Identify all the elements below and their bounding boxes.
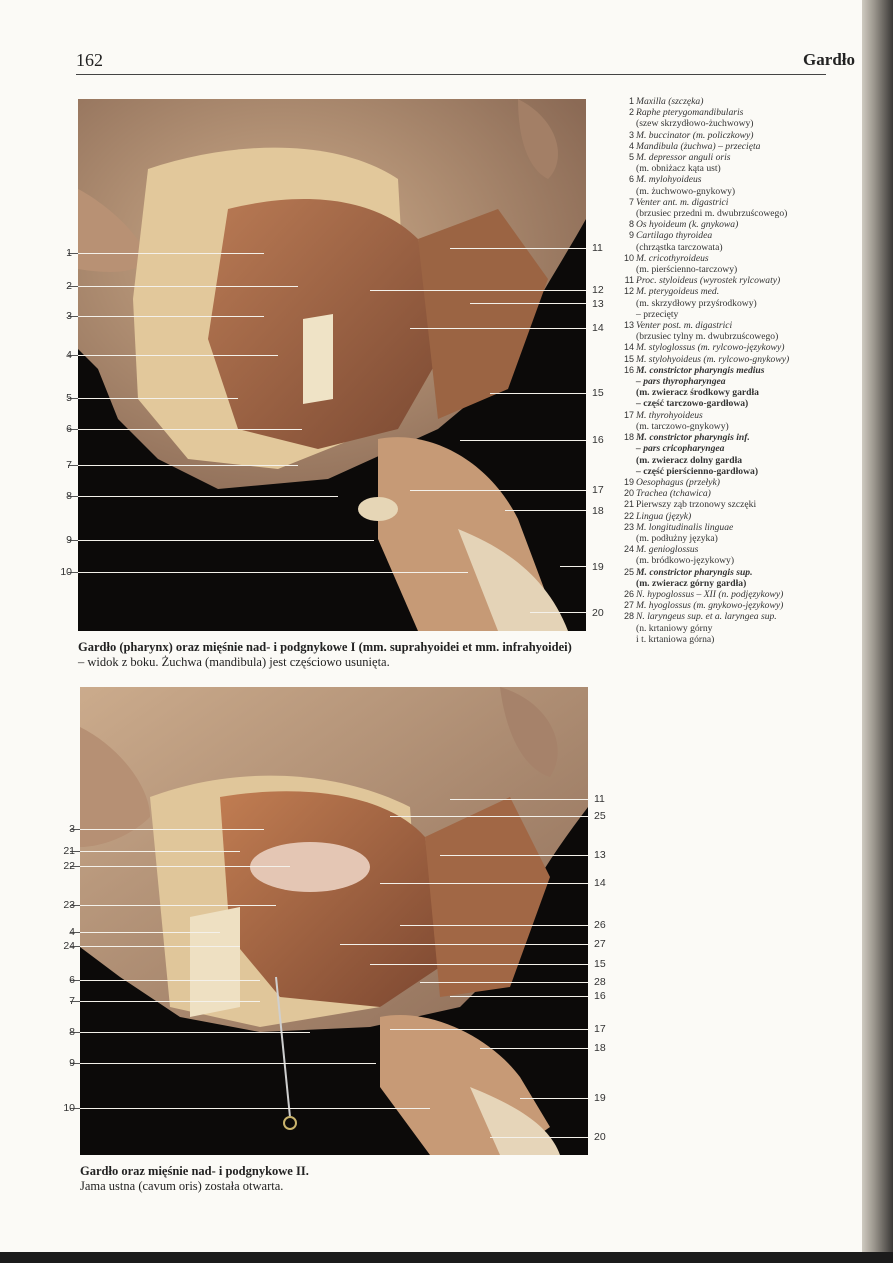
leader-line xyxy=(410,490,586,491)
leader-line xyxy=(80,851,240,852)
legend-item-text: M. stylohyoideus (m. rylcowo-gnykowy) xyxy=(636,353,790,365)
legend-item xyxy=(622,141,852,152)
fig2-label-right: 26 xyxy=(594,919,606,931)
fig2-label-right: 25 xyxy=(594,810,606,822)
legend-item-number: 12 xyxy=(623,286,634,297)
figure-2-caption-text: Jama ustna (cavum oris) została otwarta. xyxy=(80,1179,284,1193)
legend-item-number: 4 xyxy=(628,140,634,151)
legend-item-text: (m. skrzydłowy przyśrodkowy) xyxy=(636,297,757,309)
legend-item-text: Proc. styloideus (wyrostek rylcowaty) xyxy=(636,275,781,287)
legend-item-text: Pierwszy ząb trzonowy szczęki xyxy=(636,499,757,511)
fig1-label-left: 2 xyxy=(66,280,72,292)
figure-2-caption-title: Gardło oraz mięśnie nad- i podgnykowe II. xyxy=(80,1164,309,1178)
leader-line xyxy=(480,1048,588,1049)
legend-item-text: Trachea (tchawica) xyxy=(636,488,711,500)
fig2-label-left: 10 xyxy=(63,1102,75,1114)
legend-item-text: – część tarczowo-gardłowa) xyxy=(636,398,749,410)
leader-line xyxy=(505,510,586,511)
legend-item-text: (m. podłużny języka) xyxy=(636,532,718,544)
leader-line xyxy=(80,1063,376,1064)
fig2-label-right: 20 xyxy=(594,1131,606,1143)
legend-item xyxy=(622,410,852,432)
fig1-label-left: 6 xyxy=(66,423,72,435)
legend-item-number: 2 xyxy=(628,107,634,118)
figure-1-caption-text: – widok z boku. Żuchwa (mandibula) jest częściowo usunięta. xyxy=(78,655,390,669)
legend-item-number: 16 xyxy=(623,364,634,375)
leader-line xyxy=(490,393,586,394)
leader-line xyxy=(450,799,588,800)
legend-item-text: M. mylohyoideus xyxy=(636,174,702,186)
leader-line xyxy=(370,964,588,965)
legend-item-text: Maxilla (szczęka) xyxy=(636,96,704,107)
leader-line xyxy=(450,248,586,249)
legend-item-number: 17 xyxy=(623,409,634,420)
legend-item-number: 7 xyxy=(628,196,634,207)
legend-item xyxy=(622,107,852,129)
leader-line xyxy=(380,883,588,884)
legend-item-number: 10 xyxy=(623,252,634,263)
fig2-label-right: 28 xyxy=(594,976,606,988)
legend-item-text: M. hyoglossus (m. gnykowo-językowy) xyxy=(636,600,784,612)
legend-item xyxy=(622,174,852,196)
fig2-label-left: 8 xyxy=(69,1026,75,1038)
legend-item-text: Oesophagus (przełyk) xyxy=(636,476,720,488)
fig2-label-left: 4 xyxy=(69,926,75,938)
legend-item xyxy=(622,365,852,410)
fig2-label-left: 21 xyxy=(63,845,75,857)
legend-item-text: (m. tarczowo-gnykowy) xyxy=(636,420,729,432)
legend-item-number: 27 xyxy=(623,600,634,611)
figure-1-caption-title: Gardło (pharynx) oraz mięśnie nad- i podgnykowe I (mm. suprahyoidei et mm. infrahyoidei) xyxy=(78,640,572,654)
legend-item-text: M. constrictor pharyngis medius xyxy=(636,364,765,376)
fig1-label-right: 11 xyxy=(592,242,603,254)
fig1-label-left: 9 xyxy=(66,534,72,546)
fig1-label-right: 12 xyxy=(592,284,604,296)
fig2-label-left: 7 xyxy=(69,995,75,1007)
fig2-label-right: 19 xyxy=(594,1092,606,1104)
legend-item-text: M. genioglossus xyxy=(636,544,699,556)
legend-item-text: Cartilago thyroidea xyxy=(636,230,713,242)
leader-line xyxy=(490,1137,588,1138)
legend-item xyxy=(622,197,852,219)
legend-item-number: 20 xyxy=(623,488,634,499)
legend-item-number: 11 xyxy=(624,275,634,286)
leader-line xyxy=(80,946,240,947)
leader-line xyxy=(78,355,278,356)
leader-line xyxy=(80,980,260,981)
header-rule xyxy=(76,74,826,75)
fig2-label-right: 11 xyxy=(594,793,605,805)
legend-item xyxy=(622,275,852,286)
leader-line xyxy=(530,612,586,613)
legend-item-text: (chrząstka tarczowata) xyxy=(636,241,723,253)
legend-item xyxy=(622,130,852,141)
legend-item-text: Venter ant. m. digastrici xyxy=(636,196,729,208)
leader-line xyxy=(80,1001,260,1002)
legend-item xyxy=(622,96,852,107)
legend-item-number: 24 xyxy=(623,544,634,555)
fig2-label-right: 14 xyxy=(594,877,606,889)
fig2-label-left: 24 xyxy=(63,940,75,952)
legend-item-number: 28 xyxy=(623,611,634,622)
legend-item-text: Raphe pterygomandibularis xyxy=(636,107,744,119)
leader-line xyxy=(78,316,264,317)
fig1-label-right: 20 xyxy=(592,607,604,619)
legend-item-text: N. hypoglossus – XII (n. podjęzykowy) xyxy=(636,588,784,600)
fig1-label-right: 16 xyxy=(592,434,604,446)
fig2-label-right: 16 xyxy=(594,990,606,1002)
legend-item-text: – część pierścienno-gardłowa) xyxy=(636,465,759,477)
leader-line xyxy=(410,328,586,329)
leader-line xyxy=(390,816,588,817)
fig1-label-left: 1 xyxy=(66,247,72,259)
legend-item-text: (brzusiec tylny m. dwubrzuścowego) xyxy=(636,331,779,343)
legend-item-text: M. constrictor pharyngis inf. xyxy=(636,432,750,444)
fig2-label-right: 18 xyxy=(594,1042,606,1054)
legend-item-text: (m. obniżacz kąta ust) xyxy=(636,163,721,175)
leader-line xyxy=(460,440,586,441)
legend-item-number: 6 xyxy=(628,174,634,185)
legend-item-text: Venter post. m. digastrici xyxy=(636,320,733,332)
legend-item xyxy=(622,600,852,611)
legend-item-number: 21 xyxy=(623,499,634,510)
legend-item-text: N. laryngeus sup. et a. laryngea sup. xyxy=(636,611,777,623)
legend-item xyxy=(622,342,852,353)
page-number: 162 xyxy=(76,50,103,70)
legend-item xyxy=(622,522,852,544)
fig2-label-right: 13 xyxy=(594,849,606,861)
leader-line xyxy=(560,566,586,567)
legend-item xyxy=(622,477,852,488)
legend-item xyxy=(622,488,852,499)
figure-2-caption xyxy=(80,1164,620,1194)
leader-line xyxy=(78,398,238,399)
legend-item xyxy=(622,354,852,365)
legend-item xyxy=(622,230,852,252)
fig1-label-left: 3 xyxy=(66,310,72,322)
leader-line xyxy=(78,572,468,573)
legend-item-number: 13 xyxy=(623,320,634,331)
legend-item-text: (szew skrzydłowo-żuchwowy) xyxy=(636,118,754,130)
leader-line xyxy=(80,866,290,867)
legend-list xyxy=(622,96,852,645)
leader-line xyxy=(78,496,338,497)
fig2-label-left: 6 xyxy=(69,974,75,986)
legend-item xyxy=(622,499,852,510)
figure-1-caption xyxy=(78,640,618,670)
fig1-label-right: 17 xyxy=(592,484,604,496)
fig2-label-left: 22 xyxy=(63,860,75,872)
fig1-label-left: 7 xyxy=(66,459,72,471)
fig1-label-right: 18 xyxy=(592,505,604,517)
fig2-label-right: 17 xyxy=(594,1023,606,1035)
legend-item-text: M. depressor anguli oris xyxy=(636,152,731,164)
leader-line xyxy=(390,1029,588,1030)
leader-line xyxy=(400,925,588,926)
fig2-label-right: 27 xyxy=(594,938,606,950)
fig2-label-right: 15 xyxy=(594,958,606,970)
legend-item-number: 8 xyxy=(628,219,634,230)
fig2-label-left: 23 xyxy=(63,899,75,911)
legend-item-number: 1 xyxy=(628,96,634,106)
legend-item xyxy=(622,544,852,566)
leader-line xyxy=(80,1032,310,1033)
legend-item-number: 26 xyxy=(623,588,634,599)
leader-line xyxy=(78,465,298,466)
legend-item-text: i t. krtaniowa górna) xyxy=(636,633,715,645)
legend-item-number: 23 xyxy=(623,521,634,532)
leader-line xyxy=(78,253,264,254)
legend-item-number: 5 xyxy=(628,152,634,163)
legend-item-number: 25 xyxy=(623,566,634,577)
legend-item xyxy=(622,152,852,174)
legend-item-text: M. pterygoideus med. xyxy=(636,286,720,298)
legend-item-text: (m. zwieracz górny gardła) xyxy=(636,577,747,589)
leader-line xyxy=(80,829,264,830)
book-spine xyxy=(862,0,893,1263)
legend-item-text: (m. żuchwowo-gnykowy) xyxy=(636,185,736,197)
legend-item-text: M. styloglossus (m. rylcowo-językowy) xyxy=(636,342,785,354)
legend-item-text: M. cricothyroideus xyxy=(636,252,709,264)
leader-line xyxy=(340,944,588,945)
legend-item-number: 9 xyxy=(628,230,634,241)
running-head: Gardło xyxy=(803,50,855,69)
legend-item-number: 22 xyxy=(623,510,634,521)
legend-item xyxy=(622,511,852,522)
legend-item-text: M. thyrohyoideus xyxy=(636,409,703,421)
leader-line xyxy=(78,429,302,430)
legend-item-text: (m. bródkowo-językowy) xyxy=(636,555,735,567)
legend-item xyxy=(622,589,852,600)
leader-line xyxy=(440,855,588,856)
legend-item xyxy=(622,253,852,275)
legend-item-text: – pars cricopharyngea xyxy=(636,443,725,455)
leader-line xyxy=(78,540,374,541)
leader-line xyxy=(520,1098,588,1099)
legend-item-text: Mandibula (żuchwa) – przecięta xyxy=(636,140,761,152)
legend-item-text: (m. pierścienno-tarczowy) xyxy=(636,264,738,276)
leader-line xyxy=(470,303,586,304)
legend-item-text: Os hyoideum (k. gnykowa) xyxy=(636,219,739,231)
fig1-label-right: 15 xyxy=(592,387,604,399)
leader-line xyxy=(80,1108,430,1109)
scan-bottom-edge xyxy=(0,1252,893,1263)
leader-line xyxy=(450,996,588,997)
fig1-label-left: 10 xyxy=(60,566,72,578)
legend-item-text: (brzusiec przedni m. dwubrzuścowego) xyxy=(636,208,788,220)
leader-line xyxy=(420,982,588,983)
figure-1-photo xyxy=(78,99,586,631)
fig2-label-left: 3 xyxy=(69,823,75,835)
leader-line xyxy=(78,286,298,287)
figure-2-photo xyxy=(80,687,588,1155)
fig1-label-right: 13 xyxy=(592,298,604,310)
legend-item xyxy=(622,286,852,320)
legend-item-text: M. constrictor pharyngis sup. xyxy=(636,566,753,578)
legend-item-number: 19 xyxy=(623,476,634,487)
fig1-label-right: 19 xyxy=(592,561,604,573)
legend-item xyxy=(622,567,852,589)
legend-item-text: (m. zwieracz dolny gardła xyxy=(636,454,743,466)
legend-item-text: – przecięty xyxy=(636,308,679,320)
legend-item-number: 3 xyxy=(628,129,634,140)
leader-line xyxy=(80,932,220,933)
legend-item-number: 18 xyxy=(623,432,634,443)
legend-item-text: (m. zwieracz środkowy gardła xyxy=(636,387,759,399)
leader-line xyxy=(80,905,276,906)
legend-item-text: Lingua (język) xyxy=(636,510,692,522)
legend-item xyxy=(622,432,852,477)
fig1-label-right: 14 xyxy=(592,322,604,334)
legend-item-text: M. longitudinalis linguae xyxy=(636,521,734,533)
legend-item xyxy=(622,611,852,645)
legend-item-text: M. buccinator (m. policzkowy) xyxy=(636,129,754,141)
legend-item-number: 15 xyxy=(623,353,634,364)
legend-item-text: – pars thyropharyngea xyxy=(636,376,726,388)
legend-item-number: 14 xyxy=(623,342,634,353)
legend-item xyxy=(622,219,852,230)
legend-item-text: (n. krtaniowy górny xyxy=(636,622,713,634)
fig2-label-left: 9 xyxy=(69,1057,75,1069)
fig1-label-left: 5 xyxy=(66,392,72,404)
fig1-label-left: 8 xyxy=(66,490,72,502)
legend-item xyxy=(622,320,852,342)
leader-line xyxy=(370,290,586,291)
fig1-label-left: 4 xyxy=(66,349,72,361)
